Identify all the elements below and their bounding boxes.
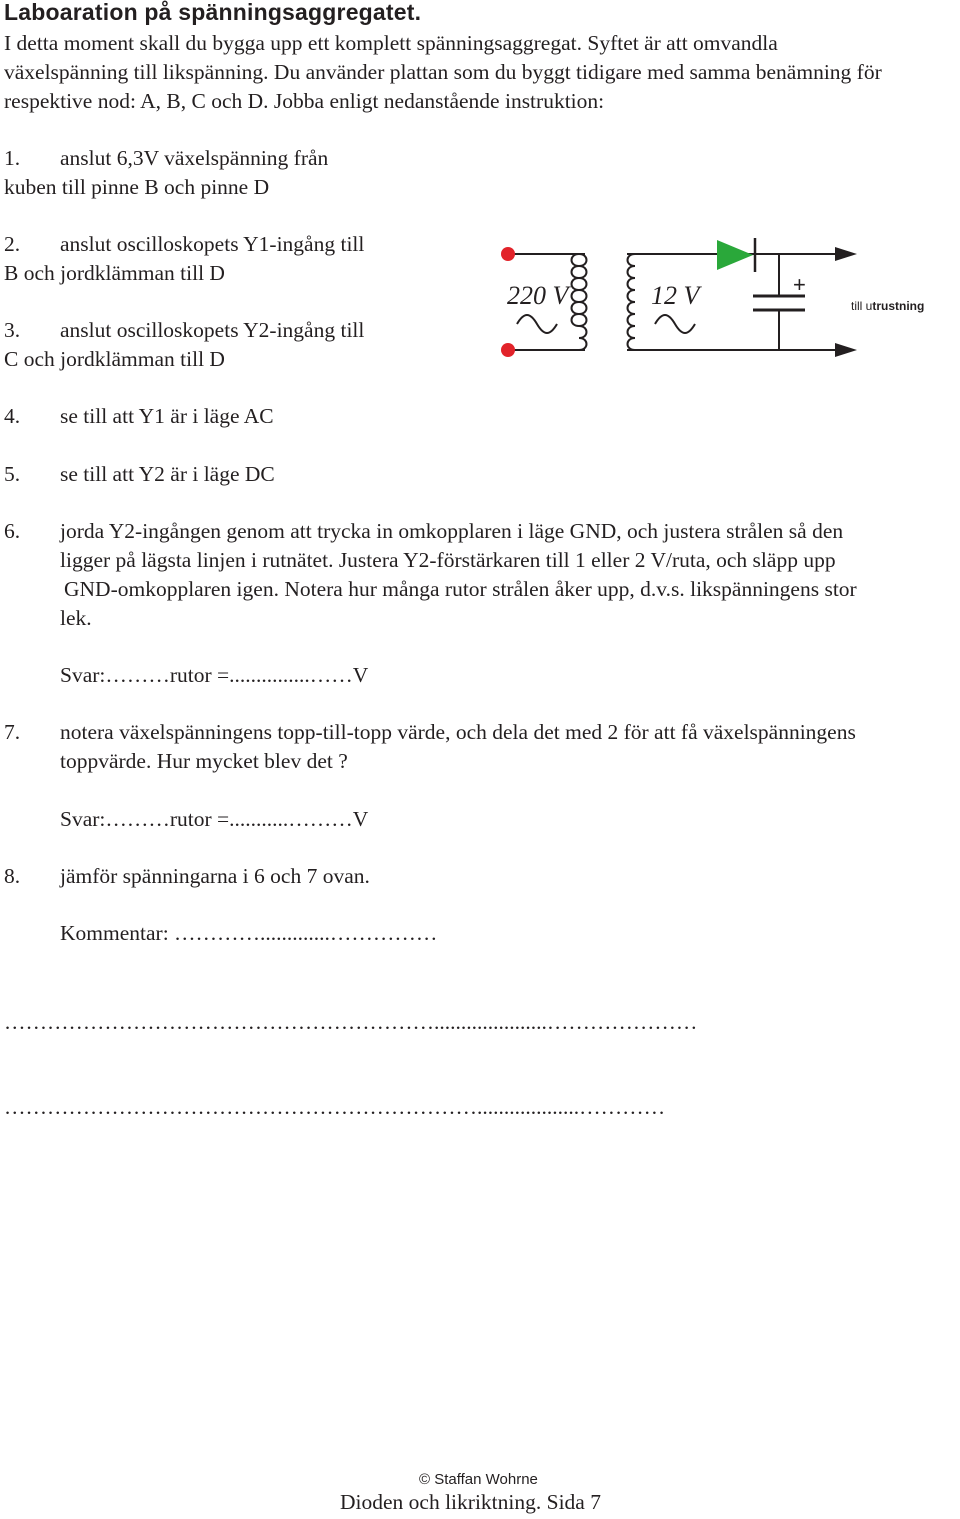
step-5-number: 5. bbox=[4, 462, 21, 486]
step-7-text-2: toppvärde. Hur mycket blev det ? bbox=[60, 749, 348, 773]
intro-line-3: respektive nod: A, B, C och D. Jobba enligt nedanstående instruktion: bbox=[4, 89, 605, 113]
step-3-number: 3. bbox=[4, 318, 21, 342]
step-2-text-cont: B och jordklämman till D bbox=[4, 261, 225, 285]
step-1-number: 1. bbox=[4, 146, 21, 170]
ac-wave-primary bbox=[517, 315, 557, 333]
secondary-coil bbox=[628, 254, 636, 350]
output-arrow-bottom bbox=[835, 343, 857, 357]
output-label-prefix: till u bbox=[851, 299, 873, 313]
footer-copyright: © Staffan Wohrne bbox=[419, 1471, 538, 1488]
rectifier-circuit-diagram bbox=[495, 232, 935, 362]
ac-wave-secondary bbox=[655, 315, 695, 333]
step-2-number: 2. bbox=[4, 232, 21, 256]
secondary-voltage-label: 12 V bbox=[651, 281, 700, 310]
step-6-text-1: jorda Y2-ingången genom att trycka in omkopplaren i läge GND, och justera strålen så den bbox=[60, 519, 844, 543]
intro-line-2: växelspänning till likspänning. Du använder plattan som du byggt tidigare med samma benämning för bbox=[4, 60, 882, 84]
page-title: Laboaration på spänningsaggregatet. bbox=[4, 0, 422, 25]
output-label-bold: trustning bbox=[872, 299, 925, 313]
footer-page: Dioden och likriktning. Sida 7 bbox=[340, 1490, 601, 1514]
step-6-number: 6. bbox=[4, 519, 21, 543]
blank-line-2: …………………………………………………………...................………… bbox=[4, 1095, 666, 1119]
diode-symbol bbox=[717, 238, 755, 272]
step-7-answer: Svar:………rutor =...........………V bbox=[60, 807, 369, 831]
step-6-answer: Svar:………rutor =...............……V bbox=[60, 663, 369, 687]
step-8-comment: Kommentar: ………….............…………… bbox=[60, 921, 438, 945]
step-1-text-cont: kuben till pinne B och pinne D bbox=[4, 175, 270, 199]
primary-voltage-label: 220 V bbox=[507, 281, 569, 310]
blank-line-1: …………………………………………………….....................………………… bbox=[4, 1010, 698, 1034]
step-7-text-1: notera växelspänningens topp-till-topp värde, och dela det med 2 för att få växelspänningens bbox=[60, 720, 856, 744]
primary-terminal-bottom bbox=[501, 343, 515, 357]
capacitor-plus-sign: + bbox=[793, 272, 806, 297]
step-3-text-cont: C och jordklämman till D bbox=[4, 347, 225, 371]
step-1-text: anslut 6,3V växelspänning från bbox=[60, 146, 329, 170]
primary-coil bbox=[572, 254, 587, 350]
step-3-text: anslut oscilloskopets Y2-ingång till bbox=[60, 318, 365, 342]
step-5-text: se till att Y2 är i läge DC bbox=[60, 462, 275, 486]
step-7-number: 7. bbox=[4, 720, 21, 744]
primary-terminal-top bbox=[501, 247, 515, 261]
output-label bbox=[851, 299, 924, 313]
step-6-text-3: GND-omkopplaren igen. Notera hur många rutor strålen åker upp, d.v.s. likspänningens stor bbox=[64, 577, 857, 601]
step-6-text-2: ligger på lägsta linjen i rutnätet. Justera Y2-förstärkaren till 1 eller 2 V/ruta, och släpp upp bbox=[60, 548, 836, 572]
step-2-text: anslut oscilloskopets Y1-ingång till bbox=[60, 232, 365, 256]
intro-line-1: I detta moment skall du bygga upp ett komplett spänningsaggregat. Syftet är att omvandla bbox=[4, 31, 778, 55]
capacitor-symbol bbox=[753, 296, 805, 310]
step-8-number: 8. bbox=[4, 864, 21, 888]
step-4-text: se till att Y1 är i läge AC bbox=[60, 404, 274, 428]
output-arrow-top bbox=[835, 247, 857, 261]
step-8-text: jämför spänningarna i 6 och 7 ovan. bbox=[60, 864, 370, 888]
step-4-number: 4. bbox=[4, 404, 21, 428]
step-6-text-4: lek. bbox=[60, 606, 92, 630]
